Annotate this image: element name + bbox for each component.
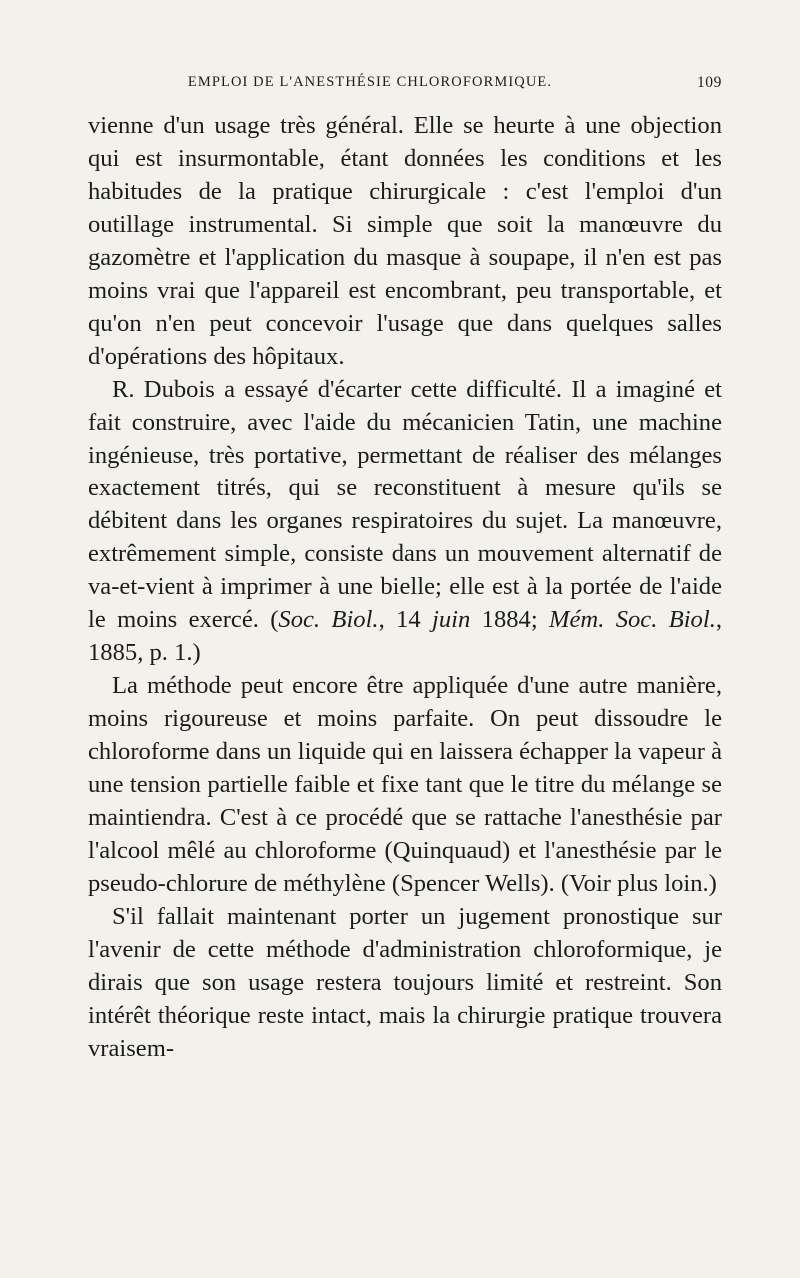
- citation-sep-1: , 14: [378, 606, 433, 634]
- citation-sep-2: 1884;: [470, 606, 550, 634]
- body-text: [88, 110, 722, 1066]
- citation-mem-soc-biol: Mém. Soc. Biol.: [549, 606, 716, 634]
- paragraph-4: S'il fallait maintenant porter un jugement pronostique sur l'avenir de cette méthode d'administration chloroformique, je dirais que son usage restera toujours limité et restreint. Son intérêt théorique reste intact, mais la chirurgie pratique trouvera vraisem-: [88, 902, 722, 1062]
- paragraph-3: La méthode peut encore être appliquée d'une autre manière, moins rigoureuse et moins parfaite. On peut dissoudre le chloroforme dans un liquide qui en laissera échapper la vapeur à une tension partielle faible et fixe tant que le titre du mélange se maintiendra. C'est à ce procédé que se rattache l'anesthésie par l'alcool mêlé au chloroforme (Quinquaud) et l'anesthésie par le pseudo-chlorure de méthylène (Spencer Wells). (Voir plus loin.): [88, 672, 722, 897]
- paragraph-1: vienne d'un usage très général. Elle se heurte à une objection qui est insurmontable, étant données les conditions et les habitudes de la pratique chirurgicale : c'est l'emploi d'un outillage instrumental. Si simple que soit la manœuvre du gazomètre et l'application du masque à soupape, il n'en est pas moins vrai que l'appareil est encombrant, peu transportable, et qu'on n'en peut concevoir l'usage que dans quelques salles d'opérations des hôpitaux.: [88, 112, 722, 370]
- citation-soc-biol: Soc. Biol.: [278, 606, 379, 634]
- paragraph-2: [88, 374, 722, 671]
- running-head: [88, 74, 722, 98]
- citation-month: juin: [432, 606, 471, 634]
- paragraph-2-text: R. Dubois a essayé d'écarter cette difficulté. Il a imaginé et fait construire, avec l'aide du mécanicien Tatin, une machine ingénieuse, très portative, permettant de réaliser des mélanges exactement titrés, qui se reconstituent à mesure qu'ils se débitent dans les organes respiratoires du sujet. La manœuvre, extrêmement simple, consiste dans un mouvement alternatif de va-et-vient à imprimer à une bielle; elle est à la portée de l'aide le moins exercé. (: [88, 375, 722, 634]
- page-number: 109: [696, 74, 722, 91]
- running-title: EMPLOI DE L'ANESTHÉSIE CHLOROFORMIQUE.: [187, 74, 553, 90]
- citation-end: , 1885, p. 1.): [88, 606, 722, 667]
